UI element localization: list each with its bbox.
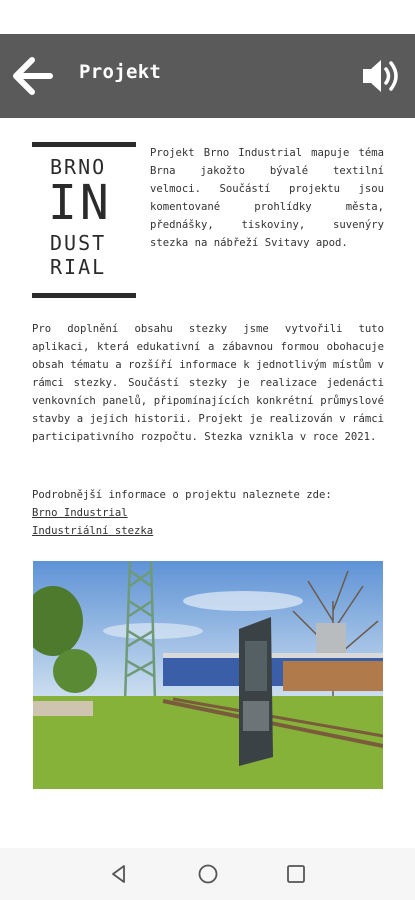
more-info-text: Podrobnější informace o projektu naleznete zde:	[32, 489, 332, 501]
nav-home-button[interactable]	[196, 862, 220, 886]
logo-line-4: RIAL	[50, 255, 107, 279]
page-title: Projekt	[79, 61, 162, 83]
sound-button[interactable]	[361, 56, 405, 96]
app-bar	[0, 34, 415, 118]
home-circle-icon	[196, 862, 220, 886]
back-button[interactable]	[12, 56, 54, 96]
body-paragraph: Pro doplnění obsahu stezky jsme vytvořili tuto aplikaci, která edukativní a zábavnou formou obohacuje obsah tématu a rozšíří informace k jednotlivým místům v rámci stezky. Součástí stezky je realizace jedenácti venkovních panelů, připomínajících konkrétní průmyslové stavby a jejich historii. Projekt je realizován v rámci participativního rozpočtu. Stezka vznikla v roce 2021.	[32, 323, 384, 443]
logo-line-2: IN	[48, 175, 112, 231]
trail-panel-photo	[33, 561, 383, 789]
link-industrialni-stezka[interactable]: Industriální stezka	[32, 525, 154, 537]
logo-line-3: DUST	[50, 231, 107, 255]
recents-square-icon	[284, 862, 308, 886]
nav-back-button[interactable]	[107, 862, 131, 886]
link-brno-industrial[interactable]: Brno Industrial	[32, 507, 128, 519]
logo-line-1: BRNO	[50, 155, 107, 179]
system-navigation-bar	[0, 848, 415, 900]
intro-paragraph: Projekt Brno Industrial mapuje téma Brna jakožto bývalé textilní velmoci. Součástí projektu jsou komentované prohlídky města, přednášky, tiskoviny, suvenýry stezka na nábřeží Svitavy apod.	[150, 147, 384, 249]
brno-industrial-logo	[32, 142, 136, 298]
speaker-icon	[361, 56, 405, 96]
arrow-left-icon	[12, 56, 54, 96]
logo-bottom-bar	[32, 293, 136, 298]
nav-recents-button[interactable]	[284, 862, 308, 886]
back-triangle-icon	[107, 862, 131, 886]
logo-top-bar	[32, 142, 136, 147]
status-bar	[0, 0, 415, 34]
